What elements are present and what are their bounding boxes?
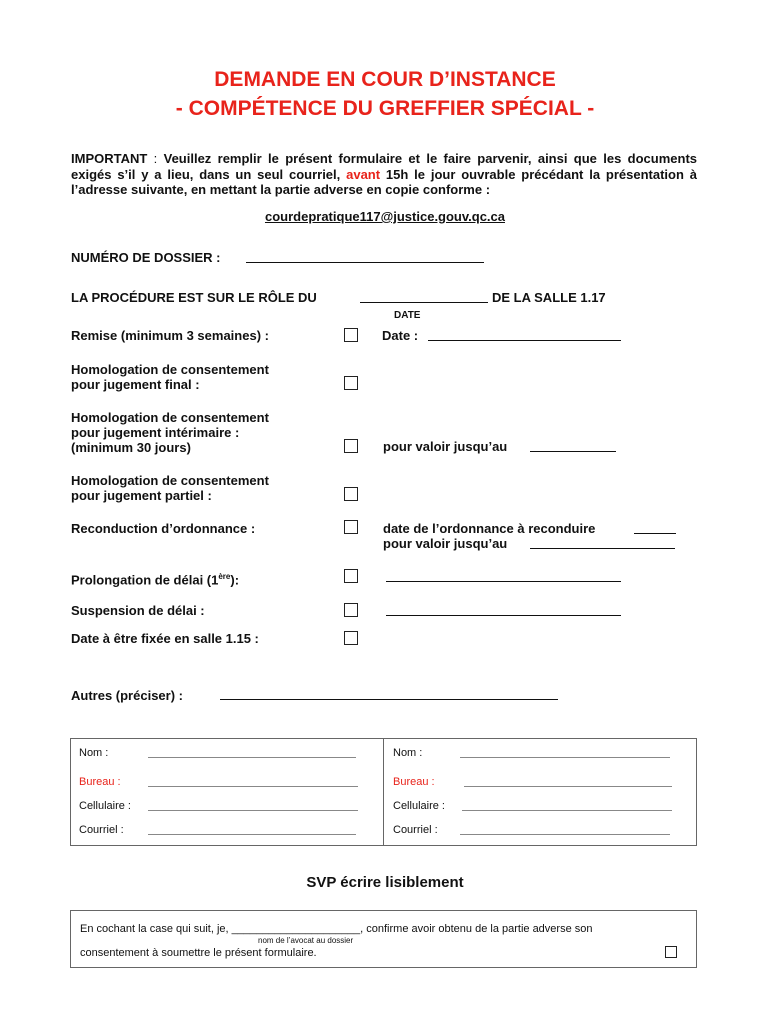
remise-date-field[interactable]: [428, 340, 621, 341]
right-cellulaire-field[interactable]: [462, 810, 672, 811]
right-cellulaire-label: Cellulaire :: [393, 800, 445, 812]
intro-text-2: 15h le jour ouvrable précédant la présentation à l’adresse suivante, en mettant la partie adverse en copie conforme :: [71, 166, 697, 197]
right-nom-label: Nom :: [393, 747, 423, 759]
homolog-interim-date-field[interactable]: [530, 451, 616, 452]
form-title-line1: DEMANDE EN COUR D’INSTANCE: [214, 68, 556, 91]
reconduction-valoir-field[interactable]: [530, 548, 675, 549]
reconduction-label: Reconduction d’ordonnance :: [71, 521, 256, 536]
homolog-interim-line2: pour jugement intérimaire :: [71, 425, 240, 440]
homolog-interim-label: [71, 410, 269, 455]
left-nom-label: Nom :: [79, 747, 109, 759]
suspension-field[interactable]: [386, 615, 621, 616]
autres-label: Autres (préciser) :: [71, 688, 183, 703]
consent-name-blank[interactable]: _____________________: [231, 923, 361, 935]
reconduction-right1: date de l’ordonnance à reconduire: [383, 521, 596, 536]
left-cellulaire-field[interactable]: [148, 810, 358, 811]
reconduction-right2: pour valoir jusqu’au: [383, 536, 508, 551]
prolongation-label: [71, 569, 239, 587]
remise-date-label: Date :: [382, 328, 419, 343]
date-fixee-checkbox[interactable]: [344, 631, 358, 645]
consent-text2: , confirme avoir obtenu de la partie adverse son: [360, 923, 593, 935]
homolog-partiel-line1: Homologation de consentement: [71, 473, 269, 488]
left-nom-field[interactable]: [148, 757, 356, 758]
homolog-interim-checkbox[interactable]: [344, 439, 358, 453]
homolog-final-line2: pour jugement final :: [71, 377, 200, 392]
consent-line1: [80, 923, 593, 935]
right-courriel-field[interactable]: [460, 834, 670, 835]
date-caption: DATE: [394, 310, 421, 321]
homolog-partiel-checkbox[interactable]: [344, 487, 358, 501]
important-label: IMPORTANT: [71, 151, 148, 166]
email-row: [0, 208, 770, 226]
date-fixee-label: Date à être fixée en salle 1.15 :: [71, 631, 259, 646]
role-date-field[interactable]: [360, 302, 488, 303]
left-courriel-label: Courriel :: [79, 824, 124, 836]
role-suffix: DE LA SALLE 1.17: [492, 290, 606, 305]
suspension-checkbox[interactable]: [344, 603, 358, 617]
avant-highlight: avant: [346, 166, 381, 182]
homolog-partiel-label: [71, 473, 269, 503]
right-courriel-label: Courriel :: [393, 824, 438, 836]
prolongation-checkbox[interactable]: [344, 569, 358, 583]
homolog-final-line1: Homologation de consentement: [71, 362, 269, 377]
contact-table: [70, 738, 697, 846]
consent-caption: nom de l’avocat au dossier: [258, 936, 354, 945]
dossier-label: NUMÉRO DE DOSSIER :: [71, 250, 221, 265]
suspension-label: Suspension de délai :: [71, 603, 205, 618]
left-bureau-label: Bureau :: [79, 776, 121, 788]
email-link[interactable]: courdepratique117@justice.gouv.qc.ca: [264, 209, 505, 224]
reconduction-date-field[interactable]: [634, 533, 676, 534]
homolog-interim-line1: Homologation de consentement: [71, 410, 269, 425]
homolog-interim-line3: (minimum 30 jours): [71, 440, 191, 455]
important-sep: :: [147, 151, 164, 166]
remise-label: Remise (minimum 3 semaines) :: [71, 328, 269, 343]
autres-field[interactable]: [220, 699, 558, 700]
consent-box: [70, 910, 697, 968]
role-prefix: LA PROCÉDURE EST SUR LE RÔLE DU: [71, 290, 317, 305]
homolog-final-checkbox[interactable]: [344, 376, 358, 390]
homolog-final-label: [71, 362, 269, 392]
dossier-field[interactable]: [246, 262, 484, 263]
prolongation-field[interactable]: [386, 581, 621, 582]
prolongation-label-a: Prolongation de délai (1: [71, 572, 219, 588]
left-courriel-field[interactable]: [148, 834, 356, 835]
homolog-partiel-line2: pour jugement partiel :: [71, 488, 212, 503]
intro-text-1: Veuillez remplir le présent formulaire et le faire parvenir, ainsi que les documents exigés s’il y a lieu, dans un seul courriel,: [71, 151, 697, 182]
intro-paragraph: [71, 151, 697, 198]
svp-heading: SVP écrire lisiblement: [306, 874, 464, 891]
right-bureau-label: Bureau :: [393, 776, 435, 788]
consent-checkbox[interactable]: [665, 946, 677, 958]
right-bureau-field[interactable]: [464, 786, 672, 787]
contact-divider: [383, 739, 384, 845]
consent-text1: En cochant la case qui suit, je,: [80, 923, 229, 935]
left-cellulaire-label: Cellulaire :: [79, 800, 131, 812]
homolog-interim-right-label: pour valoir jusqu’au: [383, 439, 508, 454]
left-bureau-field[interactable]: [148, 786, 358, 787]
consent-line2: consentement à soumettre le présent formulaire.: [80, 947, 317, 959]
prolongation-label-b: ):: [230, 572, 240, 588]
right-nom-field[interactable]: [460, 757, 670, 758]
reconduction-checkbox[interactable]: [344, 520, 358, 534]
form-title-line2: - COMPÉTENCE DU GREFFIER SPÉCIAL -: [175, 97, 595, 120]
remise-checkbox[interactable]: [344, 328, 358, 342]
prolongation-sup: ère: [218, 572, 231, 581]
